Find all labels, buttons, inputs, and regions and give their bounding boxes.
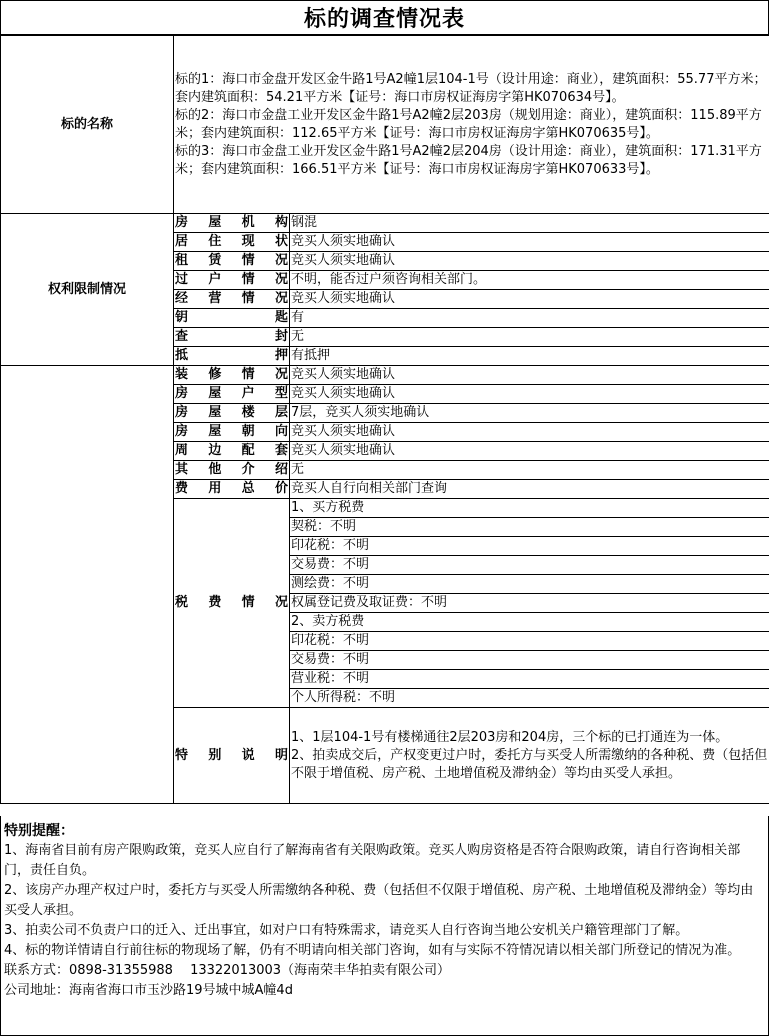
row-key [174,233,290,252]
reminder-item-1: 1、海南省目前有房产限购政策，竞买人应自行了解海南省有关限购政策。竞买人购房资格是否符合限购政策，请自行咨询相关部门，责任自负。 [4,843,741,878]
row-key [174,271,290,290]
row-value: 7层，竞买人须实地确认 [290,404,769,423]
row-key-text: 房 屋 机 构 [175,215,288,230]
special-item-1: 1、1层104-1号有楼梯通往2层203房和204房，三个标的已打通连为一体。 [291,729,729,745]
row-key [174,290,290,309]
row-key-text: 抵 押 [175,348,288,363]
special-desc [290,708,769,804]
special-item-2: 2、拍卖成交后，产权变更过户时，委托方与买受人所需缴纳的各种税、费（包括但不限于增值税、房产税、土地增值税及滞纳金）等均由买受人承担。 [291,747,768,781]
row-value: 不明，能否过户须咨询相关部门。 [290,271,769,290]
row-value: 竞买人须实地确认 [290,385,769,404]
row-key-text: 税 费 情 况 [175,595,288,610]
tax-item: 2、卖方税费 [290,613,769,632]
tax-key [174,499,290,708]
row-key-text: 费 用 总 价 [175,481,288,496]
target-1-desc: 标的1：海口市金盘开发区金牛路1号A2幢1层104-1号（设计用途：商业），建筑面积：55.77平方米；套内建筑面积：54.21平方米【证号：海口市房权证海房字第HK070634号】。 [175,71,767,105]
row-value: 竞买人须实地确认 [290,423,769,442]
tax-item: 权属登记费及取证费：不明 [290,594,769,613]
tax-item: 个人所得税：不明 [290,689,769,708]
tax-item: 营业税：不明 [290,670,769,689]
row-key-text: 经 营 情 况 [175,291,288,306]
special-reminder [0,816,769,1036]
row-value: 竞买人须实地确认 [290,290,769,309]
row-key [174,347,290,366]
target-name-label: 标的名称 [1,36,174,214]
reminder-item-3: 3、拍卖公司不负责户口的迁入、迁出事宜，如对户口有特殊需求，请竞买人自行咨询当地公安机关户籍管理部门了解。 [4,923,689,938]
target-name-text [174,36,769,214]
row-key [174,252,290,271]
table-row [1,366,769,385]
row-key-text: 特 别 说 明 [175,747,288,763]
row-value: 竞买人须实地确认 [290,252,769,271]
row-key [174,366,290,385]
row-value: 竞买人须实地确认 [290,233,769,252]
row-key [174,214,290,233]
row-key [174,309,290,328]
row-key-text: 过 户 情 况 [175,272,288,287]
contact-info: 联系方式：0898-31355988 13322013003（海南荣丰华拍卖有限公司） [4,963,451,978]
target-2-desc: 标的2：海口市金盘工业开发区金牛路1号A2幢2层203房（规划用途：商业），建筑面积：115.89平方米；套内建筑面积：112.65平方米【证号：海口市房权证海房字第HK070635号】。 [175,107,762,141]
row-value: 竞买人自行向相关部门查询 [290,480,769,499]
tax-item: 交易费：不明 [290,651,769,670]
row-value: 无 [290,461,769,480]
target-3-desc: 标的3：海口市金盘工业开发区金牛路1号A2幢2层204房（设计用途：商业），建筑面积：171.31平方米；套内建筑面积：166.51平方米【证号：海口市房权证海房字第HK070633号】。 [175,143,762,177]
row-key [174,423,290,442]
tax-item: 印花税：不明 [290,537,769,556]
row-value: 竞买人须实地确认 [290,366,769,385]
target-name-row [1,36,769,214]
tax-item: 印花税：不明 [290,632,769,651]
row-key-text: 居 住 现 状 [175,234,288,249]
table-row [1,214,769,233]
tax-item: 交易费：不明 [290,556,769,575]
special-key [174,708,290,804]
reminder-item-2: 2、该房产办理产权过户时，委托方与买受人所需缴纳各种税、费（包括但不仅限于增值税、房产税、土地增值税及滞纳金）等均由买受人承担。 [4,883,754,918]
row-key [174,328,290,347]
row-key-text: 钥 匙 [175,310,288,325]
row-value: 钢混 [290,214,769,233]
row-value: 有抵押 [290,347,769,366]
row-key [174,442,290,461]
row-key [174,385,290,404]
row-key [174,480,290,499]
row-key-text: 查 封 [175,329,288,344]
tax-item: 契税：不明 [290,518,769,537]
row-key [174,461,290,480]
row-value: 有 [290,309,769,328]
reminder-item-4: 4、标的物详情请自行前往标的物现场了解，仍有不明请向相关部门咨询，如有与实际不符情况请以相关部门所登记的情况为准。 [4,943,741,958]
row-key-text: 装 修 情 况 [175,367,288,382]
row-value: 无 [290,328,769,347]
reminder-title: 特别提醒： [4,823,74,839]
rights-label: 权利限制情况 [1,214,174,366]
row-key-text: 房 屋 户 型 [175,386,288,401]
company-address: 公司地址：海南省海口市玉沙路19号城中城A幢4d [4,983,293,998]
row-key-text: 房 屋 楼 层 [175,405,288,420]
tax-item: 1、买方税费 [290,499,769,518]
row-key-text: 周 边 配 套 [175,443,288,458]
page-title: 标的调查情况表 [0,0,769,35]
property-label-cell [1,366,174,804]
row-key-text: 其 他 介 绍 [175,462,288,477]
survey-table [0,35,769,804]
tax-item: 测绘费：不明 [290,575,769,594]
row-value: 竞买人须实地确认 [290,442,769,461]
row-key-text: 房 屋 朝 向 [175,424,288,439]
row-key-text: 租 赁 情 况 [175,253,288,268]
row-key [174,404,290,423]
